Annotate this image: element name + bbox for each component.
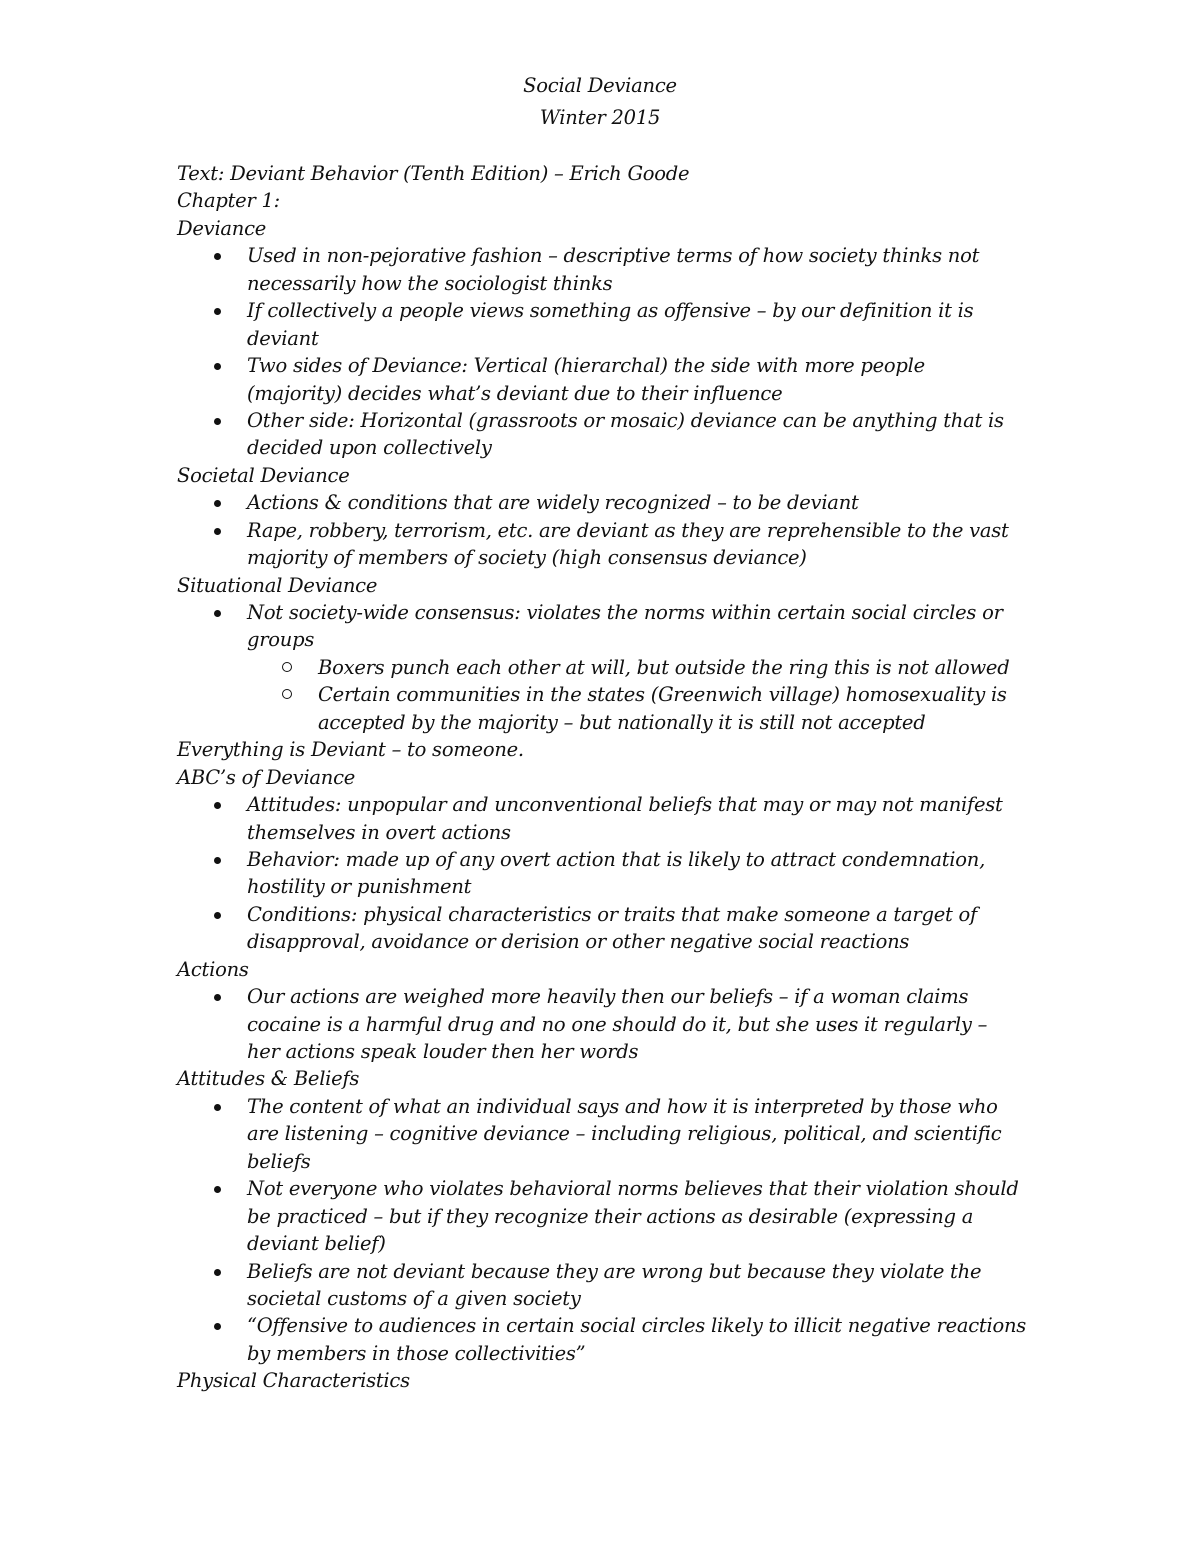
section-heading (177, 736, 1037, 763)
bullet-item (177, 1093, 1037, 1175)
text-line: Not everyone who violates behavioral norms believes that their violation should (247, 1177, 1019, 1201)
text-line: Attitudes & Beliefs (177, 1067, 360, 1091)
text-line: necessarily how the sociologist thinks (247, 271, 613, 295)
bullet-item (177, 1258, 1037, 1313)
text-line: Boxers punch each other at will, but outside the ring this is not allowed (318, 655, 1010, 679)
section-heading (177, 1065, 1037, 1092)
text-line: Physical Characteristics (177, 1369, 410, 1393)
bullet-item (177, 846, 1037, 901)
bullet-dot-icon (214, 912, 221, 919)
bullet-dot-icon (214, 308, 221, 315)
document-body (177, 160, 1037, 1395)
bullet-item (177, 1312, 1037, 1367)
bullet-item (177, 599, 1037, 654)
text-line: Conditions: physical characteristics or traits that make someone a target of (247, 902, 977, 926)
text-line: cocaine is a harmful drug and no one should do it, but she uses it regularly – (247, 1012, 988, 1036)
text-line: disapproval, avoidance or derision or other negative social reactions (247, 930, 910, 954)
text-line: are listening – cognitive deviance – including religious, political, and scientific (247, 1122, 1002, 1146)
sub-bullet-item (177, 681, 1037, 736)
hollow-bullet-icon (282, 662, 292, 672)
bullet-dot-icon (214, 363, 221, 370)
text-line: Societal Deviance (177, 463, 350, 487)
text-line: Text: Deviant Behavior (Tenth Edition) – Erich Goode (177, 162, 690, 185)
text-line: Actions & conditions that are widely recognized – to be deviant (247, 491, 859, 515)
sub-bullet-item (177, 654, 1037, 681)
text-line: beliefs (247, 1149, 311, 1173)
text-line: deviant (247, 326, 319, 350)
text-line: Everything is Deviant – to someone. (177, 738, 524, 762)
text-line: Behavior: made up of any overt action that is likely to attract condemnation, (247, 847, 986, 871)
text-line: societal customs of a given society (247, 1286, 581, 1310)
text-line: be practiced – but if they recognize their actions as desirable (expressing a (247, 1204, 974, 1228)
document-term: Winter 2015 (539, 106, 661, 129)
text-line: accepted by the majority – but nationally it is still not accepted (318, 710, 926, 734)
text-line: Beliefs are not deviant because they are wrong but because they violate the (247, 1259, 982, 1283)
section-heading (177, 160, 1037, 187)
bullet-dot-icon (214, 500, 221, 507)
text-line: Deviance (177, 216, 267, 240)
text-line: Certain communities in the states (Greenwich village) homosexuality is (318, 683, 1007, 707)
text-line: Two sides of Deviance: Vertical (hierarchal) the side with more people (247, 354, 925, 378)
section-heading (177, 187, 1037, 214)
bullet-dot-icon (214, 994, 221, 1001)
bullet-dot-icon (214, 1186, 221, 1193)
document-title: Social Deviance (523, 74, 677, 97)
text-line: Our actions are weighed more heavily then our beliefs – if a woman claims (247, 985, 969, 1009)
bullet-dot-icon (214, 418, 221, 425)
section-heading (177, 956, 1037, 983)
bullet-item (177, 983, 1037, 1065)
text-line: “Offensive to audiences in certain social circles likely to illicit negative reactions (247, 1314, 1027, 1338)
text-line: by members in those collectivities” (247, 1341, 586, 1365)
bullet-item (177, 791, 1037, 846)
text-line: Used in non-pejorative fashion – descriptive terms of how society thinks not (247, 244, 980, 268)
bullet-item (177, 297, 1037, 352)
section-heading (177, 215, 1037, 242)
bullet-item (177, 1175, 1037, 1257)
section-heading (177, 572, 1037, 599)
title-block (0, 70, 1200, 134)
text-line: Situational Deviance (177, 573, 378, 597)
text-line: ABC’s of Deviance (177, 765, 356, 789)
text-line: her actions speak louder then her words (247, 1040, 639, 1063)
bullet-item (177, 242, 1037, 297)
bullet-dot-icon (214, 1323, 221, 1330)
bullet-item (177, 407, 1037, 462)
text-line: Attitudes: unpopular and unconventional beliefs that may or may not manifest (247, 793, 1003, 817)
bullet-dot-icon (214, 528, 221, 535)
bullet-dot-icon (214, 857, 221, 864)
text-line: decided upon collectively (247, 436, 492, 460)
bullet-dot-icon (214, 1269, 221, 1276)
text-line: (majority) decides what’s deviant due to their influence (247, 381, 783, 405)
text-line: Other side: Horizontal (grassroots or mosaic) deviance can be anything that is (247, 408, 1004, 432)
text-line: deviant belief) (247, 1232, 386, 1256)
text-line: themselves in overt actions (247, 820, 511, 844)
text-line: majority of members of society (high consensus deviance) (247, 546, 807, 570)
section-heading (177, 462, 1037, 489)
bullet-item (177, 517, 1037, 572)
text-line: Actions (177, 957, 249, 981)
bullet-dot-icon (214, 1104, 221, 1111)
bullet-dot-icon (214, 802, 221, 809)
bullet-dot-icon (214, 253, 221, 260)
section-heading (177, 764, 1037, 791)
bullet-dot-icon (214, 610, 221, 617)
text-line: groups (247, 628, 315, 652)
hollow-bullet-icon (282, 689, 292, 699)
text-line: Rape, robbery, terrorism, etc. are deviant as they are reprehensible to the vast (247, 518, 1009, 542)
text-line: Not society-wide consensus: violates the norms within certain social circles or (247, 601, 1003, 624)
bullet-item (177, 489, 1037, 516)
text-line: Chapter 1: (177, 189, 280, 213)
bullet-item (177, 901, 1037, 956)
text-line: hostility or punishment (247, 875, 472, 899)
bullet-item (177, 352, 1037, 407)
text-line: If collectively a people views something as offensive – by our definition it is (247, 299, 974, 323)
section-heading (177, 1367, 1037, 1394)
text-line: The content of what an individual says and how it is interpreted by those who (247, 1094, 998, 1118)
